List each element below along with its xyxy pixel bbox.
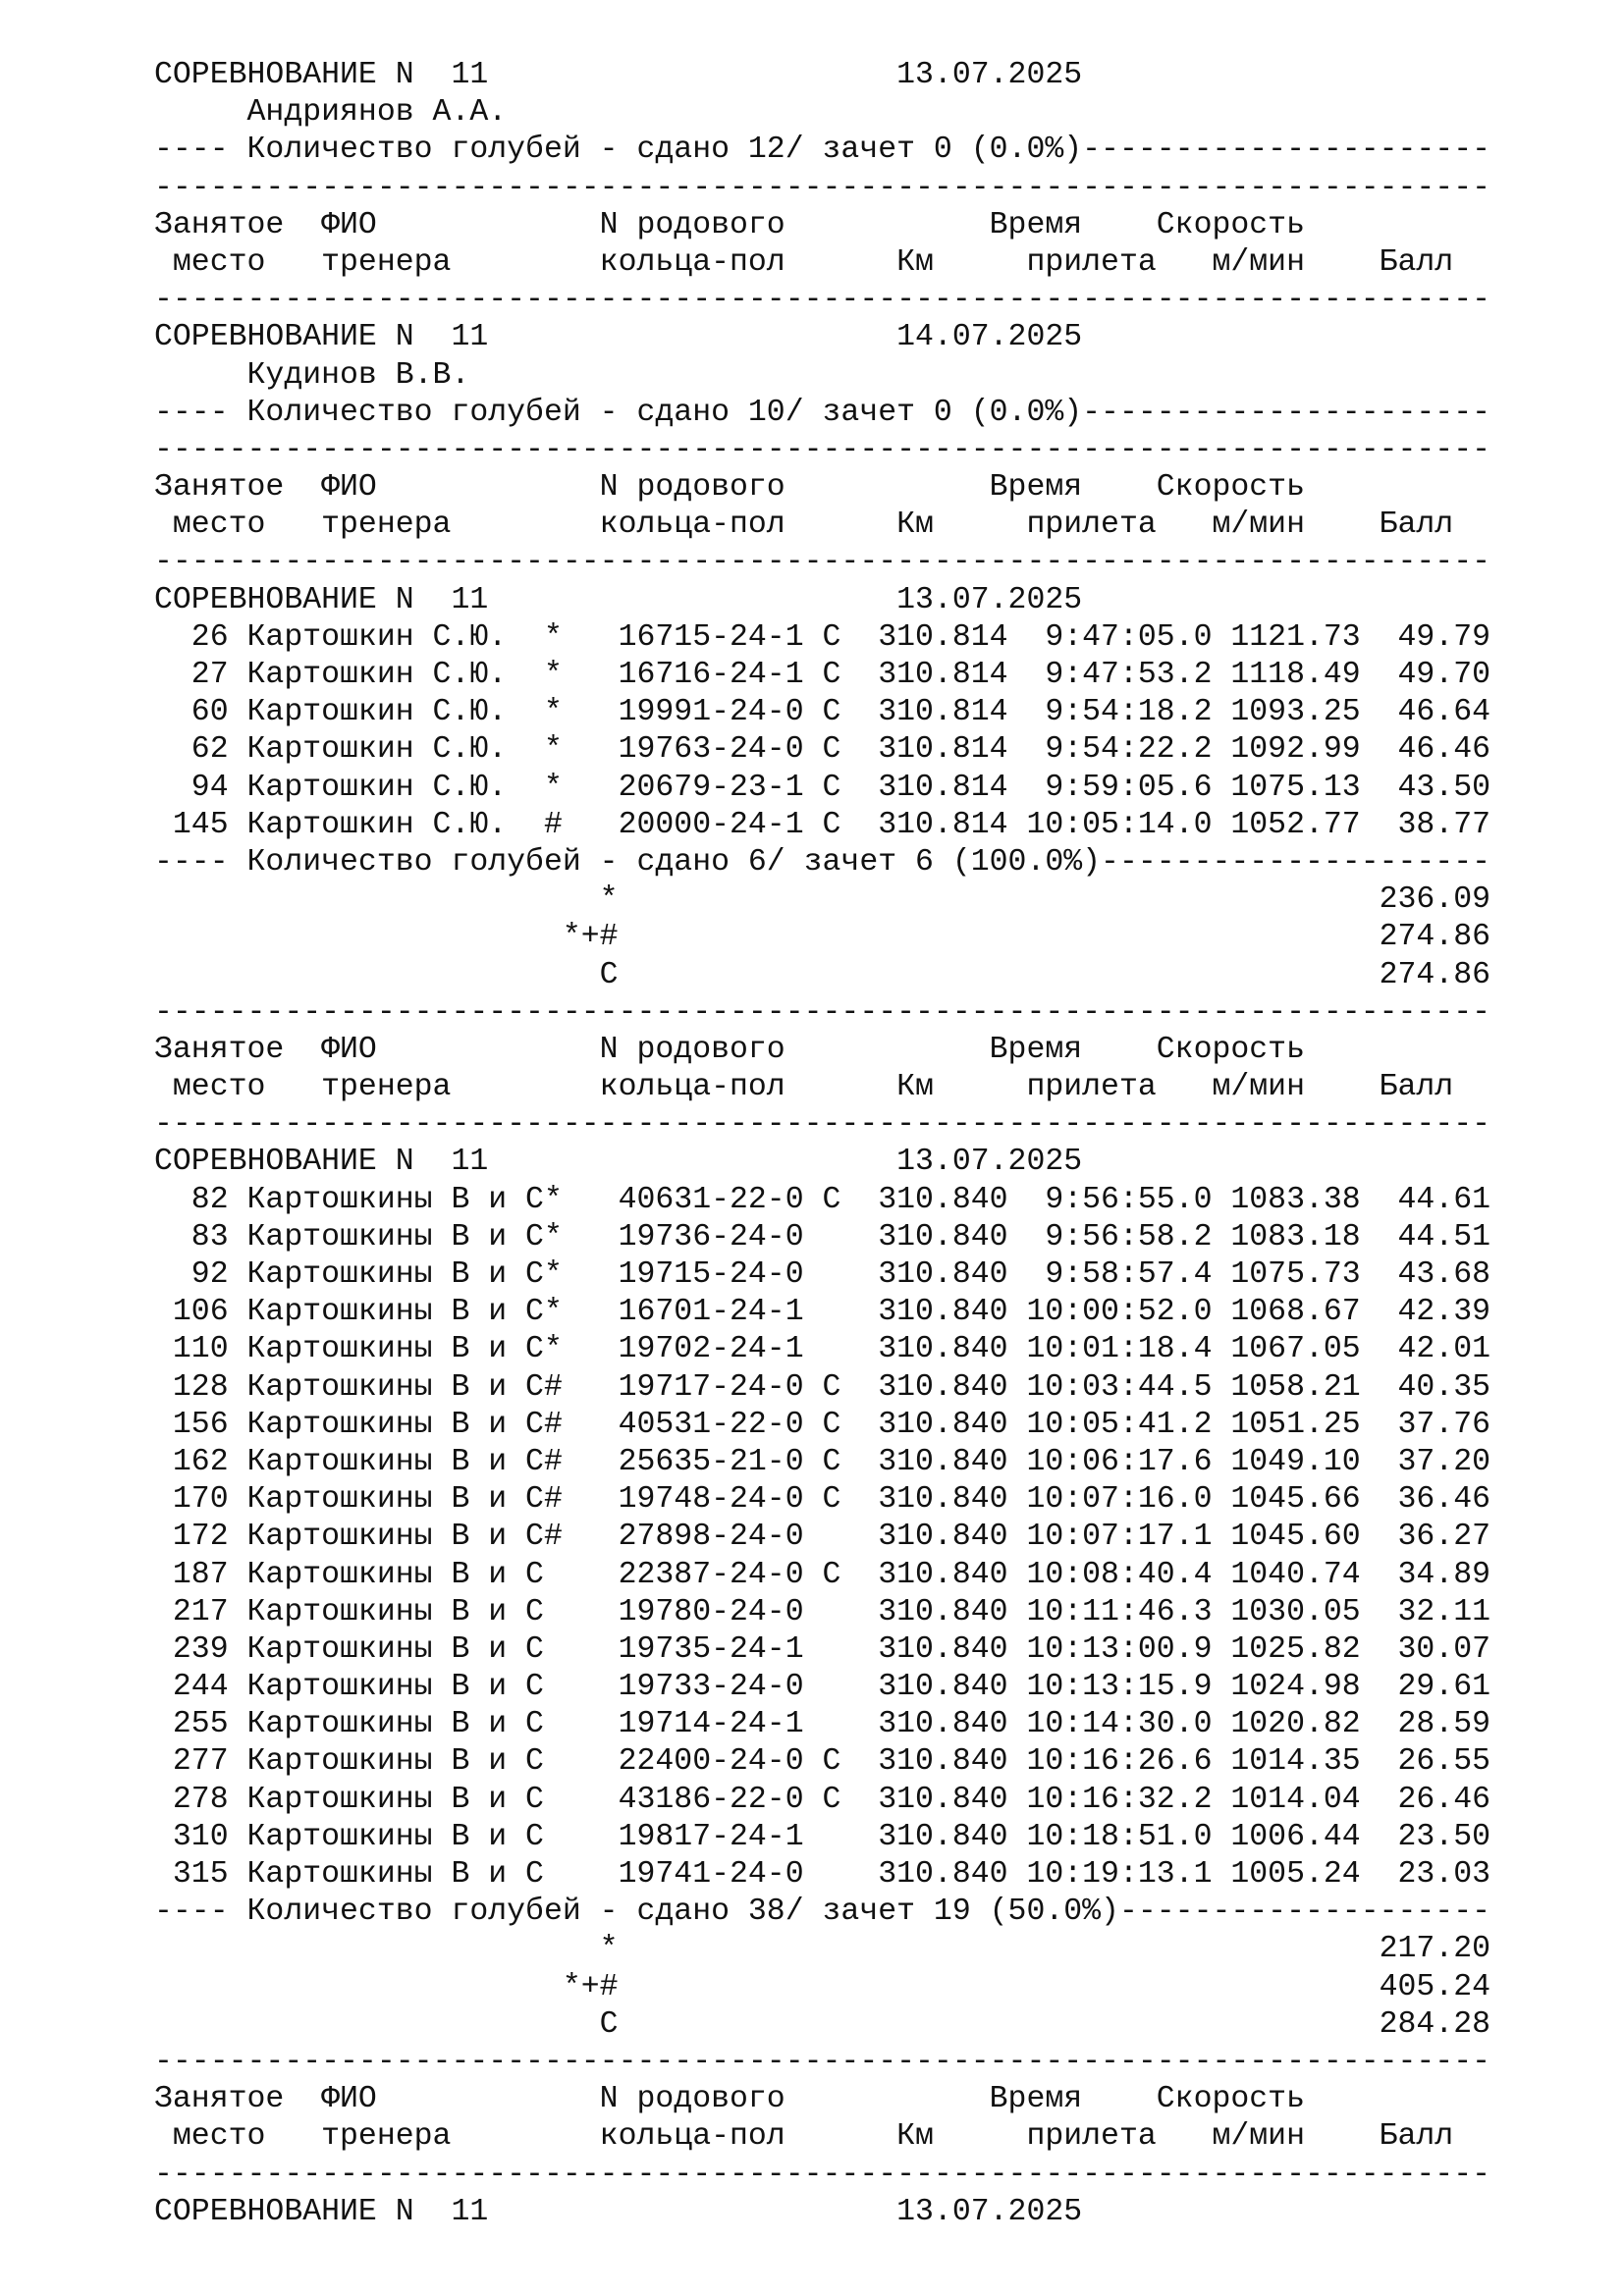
- report-line: *+# 274.86: [154, 920, 1491, 955]
- report-line: ---- Количество голубей - сдано 38/ зачет 19 (50.0%)--------------------: [154, 1895, 1491, 1930]
- report-line: 110 Картошкины В и С* 19702-24-1 310.840 10:01:18.4 1067.05 42.01: [154, 1332, 1491, 1367]
- report-line: 26 Картошкин С.Ю. * 16715-24-1 С 310.814 9:47:05.0 1121.73 49.79: [154, 619, 1491, 655]
- report-line: место тренера кольца-пол Км прилета м/мин Балл: [154, 507, 1454, 543]
- report-line: *+# 405.24: [154, 1969, 1491, 2004]
- report-line: ------------------------------------------------------------------------: [154, 432, 1491, 467]
- report-page: [154, 57, 1588, 2231]
- report-line: Занятое ФИО N родового Время Скорость: [154, 470, 1305, 506]
- report-line: 310 Картошкины В и С 19817-24-1 310.840 10:18:51.0 1006.44 23.50: [154, 1819, 1491, 1854]
- report-line: 162 Картошкины В и С# 25635-21-0 С 310.840 10:06:17.6 1049.10 37.20: [154, 1444, 1491, 1479]
- report-line: 156 Картошкины В и С# 40531-22-0 С 310.840 10:05:41.2 1051.25 37.76: [154, 1407, 1491, 1442]
- report-line: Занятое ФИО N родового Время Скорость: [154, 2082, 1305, 2117]
- report-line: C 284.28: [154, 2006, 1491, 2042]
- report-line: СОРЕВНОВАНИЕ N 11 13.07.2025: [154, 2194, 1083, 2229]
- report-line: * 217.20: [154, 1932, 1491, 1967]
- report-line: СОРЕВНОВАНИЕ N 11 13.07.2025: [154, 58, 1083, 92]
- report-line: 92 Картошкины В и С* 19715-24-0 310.840 9:58:57.4 1075.73 43.68: [154, 1257, 1491, 1292]
- report-line: 217 Картошкины В и С 19780-24-0 310.840 10:11:46.3 1030.05 32.11: [154, 1594, 1491, 1629]
- report-line: 128 Картошкины В и С# 19717-24-0 С 310.840 10:03:44.5 1058.21 40.35: [154, 1369, 1491, 1405]
- report-line: 83 Картошкины В и С* 19736-24-0 310.840 9:56:58.2 1083.18 44.51: [154, 1219, 1491, 1255]
- report-line: 170 Картошкины В и С# 19748-24-0 С 310.840 10:07:16.0 1045.66 36.46: [154, 1482, 1491, 1518]
- report-line: ------------------------------------------------------------------------: [154, 994, 1491, 1030]
- report-line: ------------------------------------------------------------------------: [154, 2157, 1491, 2192]
- report-line: 60 Картошкин С.Ю. * 19991-24-0 С 310.814 9:54:18.2 1093.25 46.64: [154, 695, 1491, 730]
- report-line: ------------------------------------------------------------------------: [154, 2044, 1491, 2079]
- report-line: Занятое ФИО N родового Время Скорость: [154, 207, 1305, 242]
- report-line: Занятое ФИО N родового Время Скорость: [154, 1032, 1305, 1067]
- report-line: Кудинов В.В.: [154, 357, 470, 393]
- report-line: 145 Картошкин С.Ю. # 20000-24-1 С 310.814 10:05:14.0 1052.77 38.77: [154, 807, 1491, 842]
- report-line: СОРЕВНОВАНИЕ N 11 14.07.2025: [154, 320, 1083, 355]
- report-line: 277 Картошкины В и С 22400-24-0 С 310.840 10:16:26.6 1014.35 26.55: [154, 1744, 1491, 1780]
- report-line: ------------------------------------------------------------------------: [154, 1107, 1491, 1143]
- report-line: C 274.86: [154, 957, 1491, 992]
- report-line: ------------------------------------------------------------------------: [154, 170, 1491, 205]
- report-line: место тренера кольца-пол Км прилета м/мин Балл: [154, 2119, 1454, 2155]
- report-line: место тренера кольца-пол Км прилета м/мин Балл: [154, 1070, 1454, 1105]
- report-line: 62 Картошкин С.Ю. * 19763-24-0 С 310.814 9:54:22.2 1092.99 46.46: [154, 732, 1491, 768]
- report-line: ------------------------------------------------------------------------: [154, 283, 1491, 318]
- report-line: место тренера кольца-пол Км прилета м/мин Балл: [154, 244, 1454, 280]
- report-line: 94 Картошкин С.Ю. * 20679-23-1 С 310.814 9:59:05.6 1075.13 43.50: [154, 770, 1491, 805]
- report-line: 239 Картошкины В и С 19735-24-1 310.840 10:13:00.9 1025.82 30.07: [154, 1631, 1491, 1667]
- report-line: 278 Картошкины В и С 43186-22-0 С 310.840 10:16:32.2 1014.04 26.46: [154, 1782, 1491, 1817]
- report-line: ------------------------------------------------------------------------: [154, 545, 1491, 580]
- report-line: 172 Картошкины В и С# 27898-24-0 310.840 10:07:17.1 1045.60 36.27: [154, 1520, 1491, 1555]
- report-line: ---- Количество голубей - сдано 10/ зачет 0 (0.0%)----------------------: [154, 395, 1491, 430]
- report-line: * 236.09: [154, 882, 1491, 918]
- report-line: 27 Картошкин С.Ю. * 16716-24-1 С 310.814 9:47:53.2 1118.49 49.70: [154, 658, 1491, 692]
- report-line: СОРЕВНОВАНИЕ N 11 13.07.2025: [154, 582, 1083, 617]
- report-line: 187 Картошкины В и С 22387-24-0 С 310.840 10:08:40.4 1040.74 34.89: [154, 1557, 1491, 1592]
- report-line: 244 Картошкины В и С 19733-24-0 310.840 10:13:15.9 1024.98 29.61: [154, 1670, 1491, 1705]
- report-line: ---- Количество голубей - сдано 6/ зачет 6 (100.0%)---------------------: [154, 844, 1491, 880]
- report-line: СОРЕВНОВАНИЕ N 11 13.07.2025: [154, 1145, 1083, 1180]
- report-line: 255 Картошкины В и С 19714-24-1 310.840 10:14:30.0 1020.82 28.59: [154, 1707, 1491, 1742]
- report-line: ---- Количество голубей - сдано 12/ зачет 0 (0.0%)----------------------: [154, 133, 1491, 168]
- report-line: Андриянов А.А.: [154, 95, 508, 131]
- report-line: 82 Картошкины В и С* 40631-22-0 С 310.840 9:56:55.0 1083.38 44.61: [154, 1182, 1491, 1217]
- report-line: 106 Картошкины В и С* 16701-24-1 310.840 10:00:52.0 1068.67 42.39: [154, 1295, 1491, 1330]
- report-line: 315 Картошкины В и С 19741-24-0 310.840 10:19:13.1 1005.24 23.03: [154, 1857, 1491, 1892]
